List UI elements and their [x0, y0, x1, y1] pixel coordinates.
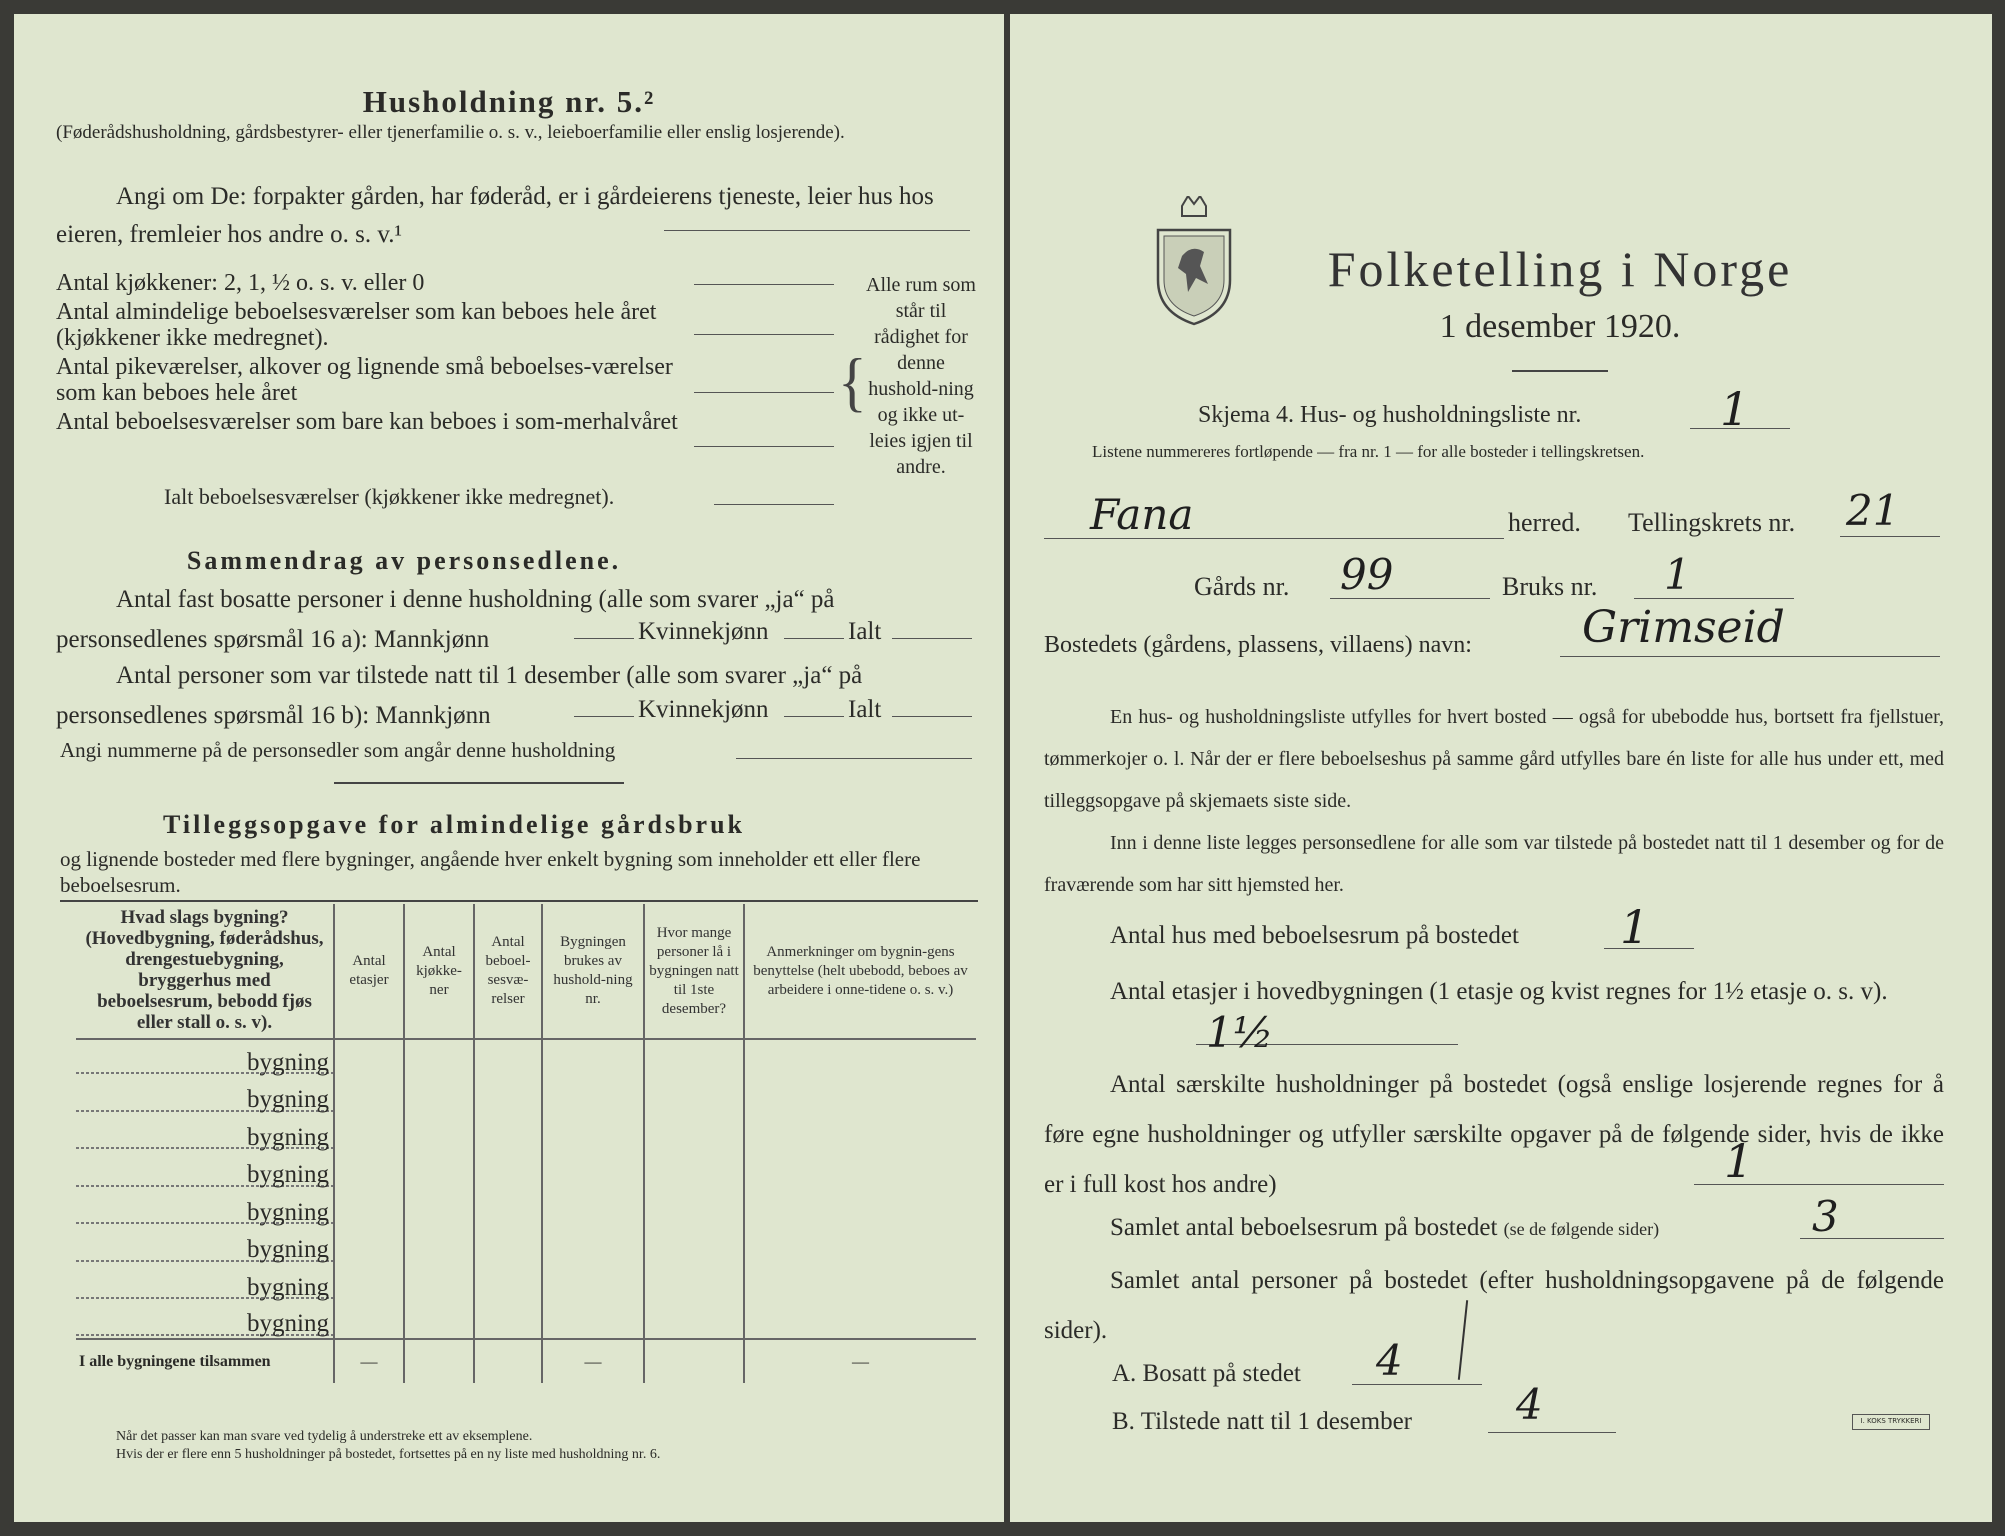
building-cell: [474, 1302, 542, 1340]
total-dash: —: [744, 1339, 976, 1383]
bruks-value: 1: [1664, 550, 1691, 599]
building-cell: [744, 1114, 976, 1152]
tillegg-heading: Tilleggsopgave for almindelige gårdsbruk: [162, 810, 746, 839]
answer-line: [784, 638, 844, 639]
building-cell: [404, 1302, 474, 1340]
building-label: bygning: [76, 1077, 334, 1115]
tellingskrets-label: Tellingskrets nr.: [1628, 508, 1796, 537]
kitchens-question: Antal kjøkkener: 2, 1, ½ o. s. v. eller 0: [56, 270, 425, 296]
q-hus-label: Antal hus med beboelsesrum på bostedet: [1110, 922, 1519, 949]
header-remarks: Anmerkninger om bygnin-gens benyttelse (helt ubebodd, beboes av arbeidere i onne-tidene o. s. v.): [744, 904, 976, 1039]
census-title: Folketelling i Norge: [1327, 241, 1793, 297]
building-cell: [542, 1114, 644, 1152]
building-row: [76, 1227, 976, 1265]
census-date: 1 desember 1920.: [1439, 308, 1681, 345]
answer-line: [694, 392, 834, 393]
table-top-rule: [60, 900, 978, 902]
skjema-nr: 1: [1720, 382, 1750, 436]
building-cell: [744, 1152, 976, 1190]
listene-note: Listene nummereres fortløpende — fra nr. 1 — for alle bosteder i tellingskretsen.: [1092, 442, 1645, 461]
q-pers-label: Samlet antal personer på bostedet (efter husholdningsopgavene på de følgende sider).: [1044, 1267, 1944, 1344]
total-dash: —: [542, 1339, 644, 1383]
answer-line: [736, 758, 972, 759]
header-building-type: Hvad slags bygning? (Hovedbygning, føderådshus, drengestuebygning, bryggerhus med beboelsesrum, bebodd fjøs eller stall o. s. v).: [76, 904, 334, 1039]
bosatt-value: 4: [1376, 1336, 1403, 1385]
bosatt-label: A. Bosatt på stedet: [1112, 1360, 1301, 1387]
total-row: [76, 1339, 976, 1383]
brace: {: [838, 345, 867, 418]
building-cell: [474, 1152, 542, 1190]
building-label: bygning: [76, 1189, 334, 1227]
answer-line: [784, 716, 844, 717]
q-rum-label: Samlet antal beboelsesrum på bostedet (se de følgende sider): [1110, 1214, 1660, 1241]
building-cell: [542, 1077, 644, 1115]
building-cell: [404, 1227, 474, 1265]
building-cell: [744, 1077, 976, 1115]
building-cell: [644, 1227, 744, 1265]
building-cell: [404, 1077, 474, 1115]
header-kitchens: Antal kjøkke-ner: [404, 904, 474, 1039]
building-cell: [644, 1077, 744, 1115]
summary-16a: Antal fast bosatte personer i denne husholdning (alle som svarer „ja“ på personsedlenes spørsmål 16 a): Mannkjønn: [56, 586, 835, 653]
building-cell: [404, 1039, 474, 1077]
building-cell: [404, 1264, 474, 1302]
divider: [334, 782, 624, 784]
q-rum-value: 3: [1812, 1192, 1839, 1241]
herred-value: Fana: [1090, 490, 1194, 539]
rooms-block: [56, 270, 716, 435]
footnote-2: Hvis der er flere enn 5 husholdninger på bostedet, fortsettes på en ny liste med husholdning nr. 6.: [116, 1447, 661, 1462]
building-cell: [404, 1152, 474, 1190]
summary-16b: Antal personer som var tilstede natt til 1 desember (alle som svarer „ja“ på personsedlenes spørsmål 16 b): Mannkjønn: [56, 662, 863, 729]
answer-line: [714, 504, 834, 505]
kvinne-label-a: Kvinnekjønn: [638, 618, 769, 645]
building-cell: [474, 1264, 542, 1302]
building-row: [76, 1189, 976, 1227]
bosted-value: Grimseid: [1582, 602, 1785, 653]
summer-rooms-question: Antal beboelsesværelser som bare kan beboes i som-merhalvåret: [56, 409, 678, 435]
building-label: bygning: [76, 1152, 334, 1190]
footnote-1: Når det passer kan man svare ved tydelig å understreke ett av eksemplene.: [116, 1429, 533, 1444]
building-row: [76, 1302, 976, 1340]
building-row: [76, 1264, 976, 1302]
building-row: [76, 1114, 976, 1152]
answer-line: [694, 334, 834, 335]
header-floors: Antal etasjer: [334, 904, 404, 1039]
divider: [1512, 370, 1608, 372]
instructions-para-2: Inn i denne liste legges personsedlene for alle som var tilstede på bostedet natt til 1 desember og for de fraværende som har sitt hjemsted her.: [1044, 832, 1944, 896]
total-rooms-label: Ialt beboelsesværelser (kjøkkener ikke medregnet).: [164, 484, 615, 509]
building-label: bygning: [76, 1264, 334, 1302]
small-rooms-question: Antal pikeværelser, alkover og lignende små beboelses-værelser som kan beboes hele året: [56, 354, 673, 406]
answer-line: [1634, 598, 1794, 599]
building-cell: [542, 1264, 644, 1302]
header-persons: Hvor mange personer lå i bygningen natt til 1ste desember?: [644, 904, 744, 1039]
building-cell: [334, 1114, 404, 1152]
household-subtitle: (Føderådshusholdning, gårdsbestyrer- eller tjenerfamilie o. s. v., leieboerfamilie eller enslig losjerende).: [56, 122, 845, 143]
answer-line: [1560, 656, 1940, 657]
answer-line: [694, 446, 834, 447]
instructions-para-1: En hus- og husholdningsliste utfylles for hvert bosted — også for ubebodde hus, bortsett fra fjellstuer, tømmerkojer o. l. Når der er flere beboelseshus på samme gård utfylles bare én liste for alle hus under ett, med tilleggsopgave på skjemaets siste side.: [1044, 706, 1944, 812]
building-row: [76, 1039, 976, 1077]
building-cell: [542, 1189, 644, 1227]
building-cell: [542, 1302, 644, 1340]
kvinne-label-b: Kvinnekjønn: [638, 696, 769, 723]
answer-line: [664, 230, 970, 231]
tillegg-subtitle: og lignende bosteder med flere bygninger, angående hver enkelt bygning som inneholder ett eller flere beboelsesrum.: [60, 847, 921, 897]
building-row: [76, 1077, 976, 1115]
building-row: [76, 1152, 976, 1190]
answer-line: [892, 638, 972, 639]
skjema-label: Skjema 4. Hus- og husholdningsliste nr.: [1198, 402, 1582, 428]
answer-line: [1488, 1432, 1616, 1433]
gards-value: 99: [1340, 550, 1394, 599]
building-cell: [542, 1152, 644, 1190]
building-label: bygning: [76, 1302, 334, 1340]
answer-line: [1840, 536, 1940, 537]
building-cell: [474, 1077, 542, 1115]
building-cell: [334, 1302, 404, 1340]
building-cell: [542, 1227, 644, 1265]
building-label: bygning: [76, 1114, 334, 1152]
building-cell: [334, 1077, 404, 1115]
building-cell: [744, 1302, 976, 1340]
building-cell: [474, 1114, 542, 1152]
total-label: I alle bygningene tilsammen: [76, 1339, 334, 1383]
building-cell: [474, 1227, 542, 1265]
tilstede-label: B. Tilstede natt til 1 desember: [1112, 1408, 1412, 1435]
herred-label: herred.: [1508, 508, 1581, 537]
building-cell: [334, 1152, 404, 1190]
printer-stamp: I. KOKS TRYKKERI: [1852, 1414, 1930, 1430]
building-cell: [404, 1114, 474, 1152]
building-cell: [644, 1302, 744, 1340]
building-cell: [744, 1039, 976, 1077]
answer-line: [892, 716, 972, 717]
bruks-label: Bruks nr.: [1502, 572, 1598, 601]
building-cell: [542, 1039, 644, 1077]
building-cell: [744, 1264, 976, 1302]
answer-line: [694, 284, 834, 285]
tellingskrets-value: 21: [1846, 486, 1900, 535]
header-rooms: Antal beboel-sesvæ-relser: [474, 904, 542, 1039]
total-dash: —: [334, 1339, 404, 1383]
coat-of-arms-icon: [1152, 196, 1236, 328]
q-hus-value: 1: [1620, 900, 1650, 954]
building-cell: [474, 1039, 542, 1077]
building-cell: [334, 1189, 404, 1227]
header-household-nr: Bygningen brukes av hushold-ning nr.: [542, 904, 644, 1039]
ialt-label-b: Ialt: [848, 696, 882, 723]
summary-heading: Sammendrag av personsedlene.: [186, 546, 622, 575]
ialt-label-a: Ialt: [848, 618, 882, 645]
building-cell: [334, 1039, 404, 1077]
household-type-question: Angi om De: forpakter gården, har føderåd, er i gårdeierens tjeneste, leier hus hos eieren, fremleier hos andre o. s. v.¹: [56, 183, 934, 248]
building-cell: [644, 1264, 744, 1302]
building-cell: [334, 1227, 404, 1265]
answer-line: [574, 716, 634, 717]
household-title: Husholdning nr. 5.²: [362, 84, 656, 119]
q-etasjer-value: 1½: [1206, 1008, 1274, 1057]
brace-note: Alle rum som står til rådighet for denne hushold-ning og ikke ut-leies igjen til andre.: [866, 274, 976, 478]
building-cell: [644, 1114, 744, 1152]
buildings-table: [76, 904, 976, 1383]
bosted-label: Bostedets (gårdens, plassens, villaens) navn:: [1044, 632, 1472, 658]
building-cell: [404, 1189, 474, 1227]
building-cell: [744, 1189, 976, 1227]
tilstede-value: 4: [1516, 1380, 1543, 1429]
building-cell: [644, 1152, 744, 1190]
left-page: [14, 14, 1004, 1522]
building-label: bygning: [76, 1227, 334, 1265]
building-cell: [744, 1227, 976, 1265]
building-cell: [644, 1039, 744, 1077]
building-label: bygning: [76, 1039, 334, 1077]
ordinary-rooms-question: Antal almindelige beboelsesværelser som kan beboes hele året (kjøkkener ikke medregnet).: [56, 299, 657, 351]
answer-line: [1352, 1384, 1482, 1385]
building-cell: [644, 1189, 744, 1227]
q-hush-value: 1: [1724, 1134, 1754, 1188]
q-hush-label: Antal særskilte husholdninger på bostedet (også enslige losjerende regnes for å føre egne husholdninger og utfyller særskilte opgaver på de følgende sider, hvis de ikke er i full kost hos andre): [1044, 1071, 1944, 1198]
footnotes: [116, 1428, 976, 1464]
gards-label: Gårds nr.: [1194, 572, 1290, 601]
building-cell: [334, 1264, 404, 1302]
answer-line: [574, 638, 634, 639]
angi-nummerne: Angi nummerne på de personsedler som angår denne husholdning: [60, 738, 616, 762]
building-cell: [474, 1189, 542, 1227]
q-etasjer-label: Antal etasjer i hovedbygningen (1 etasje og kvist regnes for 1½ etasje o. s. v).: [1110, 978, 1888, 1005]
